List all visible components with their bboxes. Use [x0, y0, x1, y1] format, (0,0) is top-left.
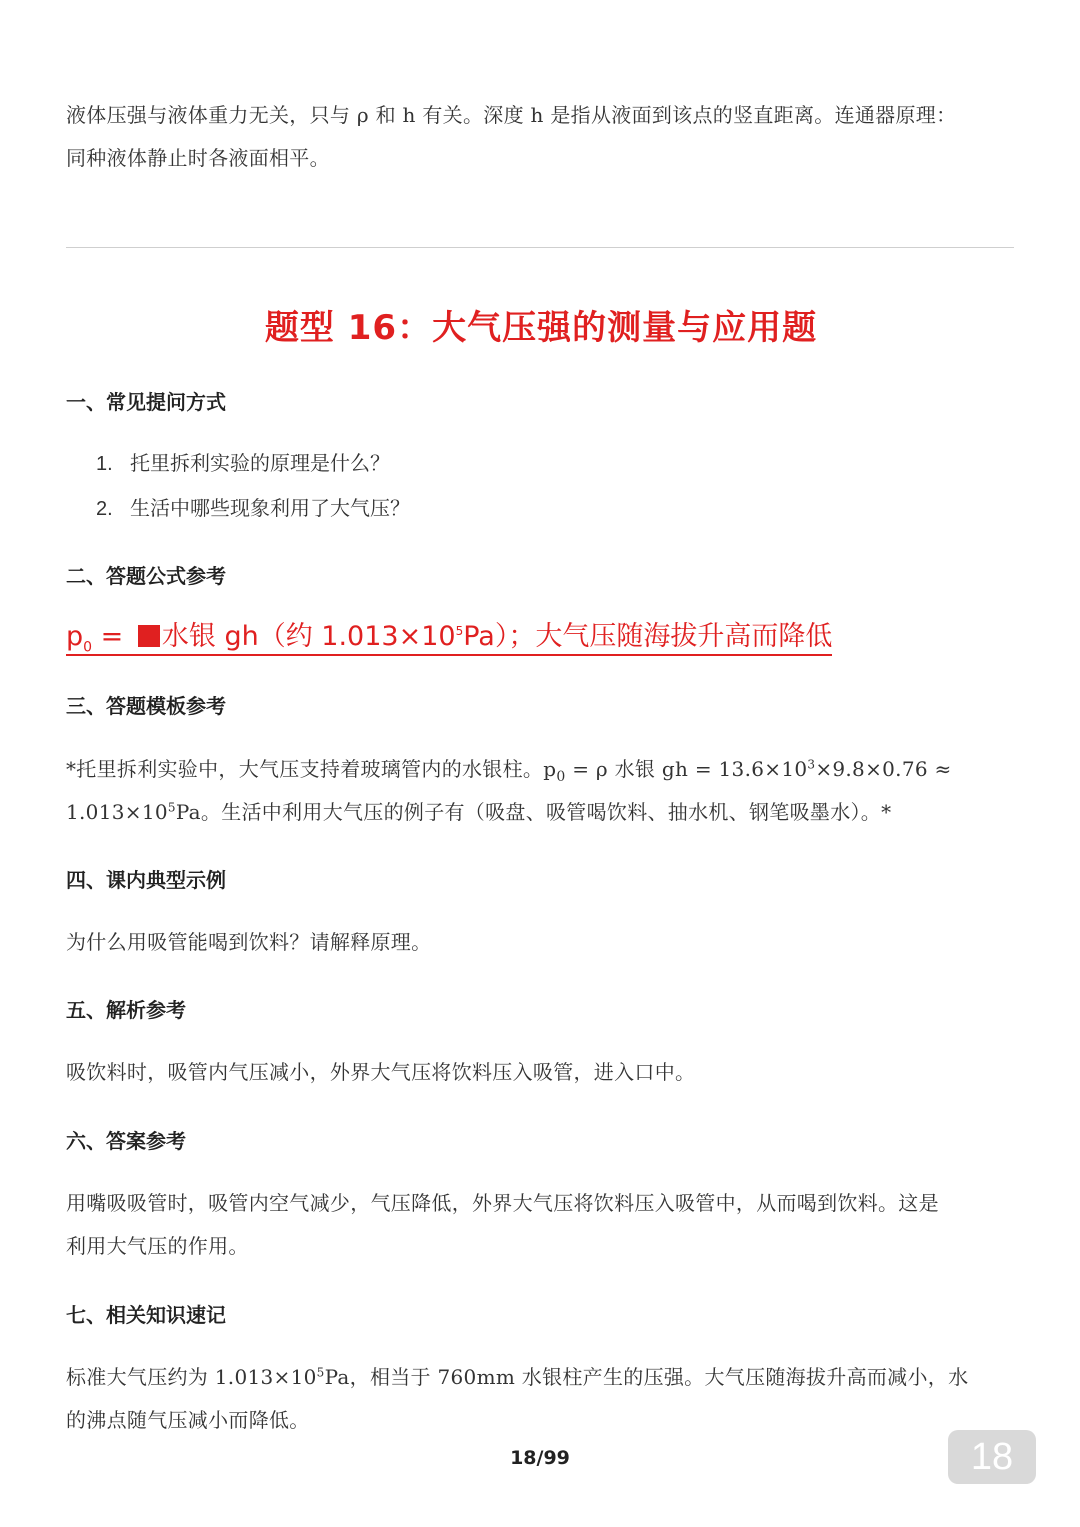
list-number: 2. [96, 498, 113, 520]
example-paragraph [66, 921, 1016, 964]
heading-common-questions: 一、常见提问方式 [66, 390, 226, 414]
template-paragraph [66, 748, 1016, 834]
intro-line-1: 液体压强与液体重力无关，只与 ρ 和 h 有关。深度 h 是指从液面到该点的竖直距离。连通器原理： [66, 103, 957, 127]
list-item [96, 486, 410, 531]
heading-analysis: 五、解析参考 [66, 998, 186, 1022]
template-text-d: 1.013×10 [66, 800, 168, 824]
formula-eq: = [92, 621, 132, 652]
knowledge-line-1 [66, 1356, 1016, 1399]
answer-line-2: 利用大气压的作用。 [66, 1234, 249, 1258]
answer-paragraph [66, 1182, 1016, 1268]
intro-line-2: 同种液体静止时各液面相平。 [66, 146, 330, 170]
page-title: 题型 16：大气压强的测量与应用题 [264, 308, 818, 348]
list-text: 托里拆利实验的原理是什么？ [130, 451, 390, 475]
formula-tail: Pa）；大气压随海拔升高而降低 [463, 621, 833, 652]
analysis-paragraph [66, 1051, 1016, 1094]
template-text-b: = ρ 水银 gh = 13.6×10 [565, 757, 808, 781]
template-line-1 [66, 748, 1016, 791]
template-text-c: ×9.8×0.76 ≈ [815, 757, 952, 781]
heading-formula: 二、答题公式参考 [66, 564, 226, 588]
knowledge-paragraph [66, 1356, 1016, 1442]
answer-line-1: 用嘴吸吸管时，吸管内空气减少，气压降低，外界大气压将饮料压入吸管中，从而喝到饮料。这是 [66, 1191, 939, 1215]
list-item [96, 441, 410, 486]
formula-line [66, 614, 832, 656]
template-line-2 [66, 791, 1016, 834]
knowledge-exp5: 5 [316, 1365, 325, 1380]
heading-example: 四、课内典型示例 [66, 868, 226, 892]
template-exp5: 5 [167, 800, 176, 815]
knowledge-line-2: 的沸点随气压减小而降低。 [66, 1408, 310, 1432]
heading-template: 三、答题模板参考 [66, 694, 226, 718]
analysis-text: 吸饮料时，吸管内气压减小，外界大气压将饮料压入吸管，进入口中。 [66, 1060, 696, 1084]
missing-glyph-box [138, 625, 160, 647]
template-text-e: Pa。生活中利用大气压的例子有（吸盘、吸管喝饮料、抽水机、钢笔吸墨水）。* [175, 800, 892, 824]
template-exp3: 3 [807, 757, 816, 772]
section-divider [66, 247, 1014, 248]
heading-answer: 六、答案参考 [66, 1129, 186, 1153]
list-text: 生活中哪些现象利用了大气压？ [130, 496, 410, 520]
question-list [96, 441, 410, 531]
template-text-a: *托里拆利实验中，大气压支持着玻璃管内的水银柱。p [66, 757, 557, 781]
knowledge-text-b: Pa，相当于 760mm 水银柱产生的压强。大气压随海拔升高而减小，水 [324, 1365, 969, 1389]
list-number: 1. [96, 453, 113, 475]
formula-exp: 5 [455, 624, 464, 638]
intro-paragraph [66, 94, 1016, 180]
knowledge-text-a: 标准大气压约为 1.013×10 [66, 1365, 317, 1389]
heading-knowledge: 七、相关知识速记 [66, 1303, 226, 1327]
formula-mid: 水银 gh（约 1.013×10 [161, 621, 456, 652]
formula-p: p [66, 621, 84, 652]
template-sub: 0 [556, 769, 566, 785]
example-text: 为什么用吸管能喝到饮料？请解释原理。 [66, 930, 432, 954]
formula-sub: 0 [83, 639, 93, 656]
page-badge: 18 [948, 1430, 1036, 1484]
page-number: 18/99 [510, 1447, 570, 1469]
